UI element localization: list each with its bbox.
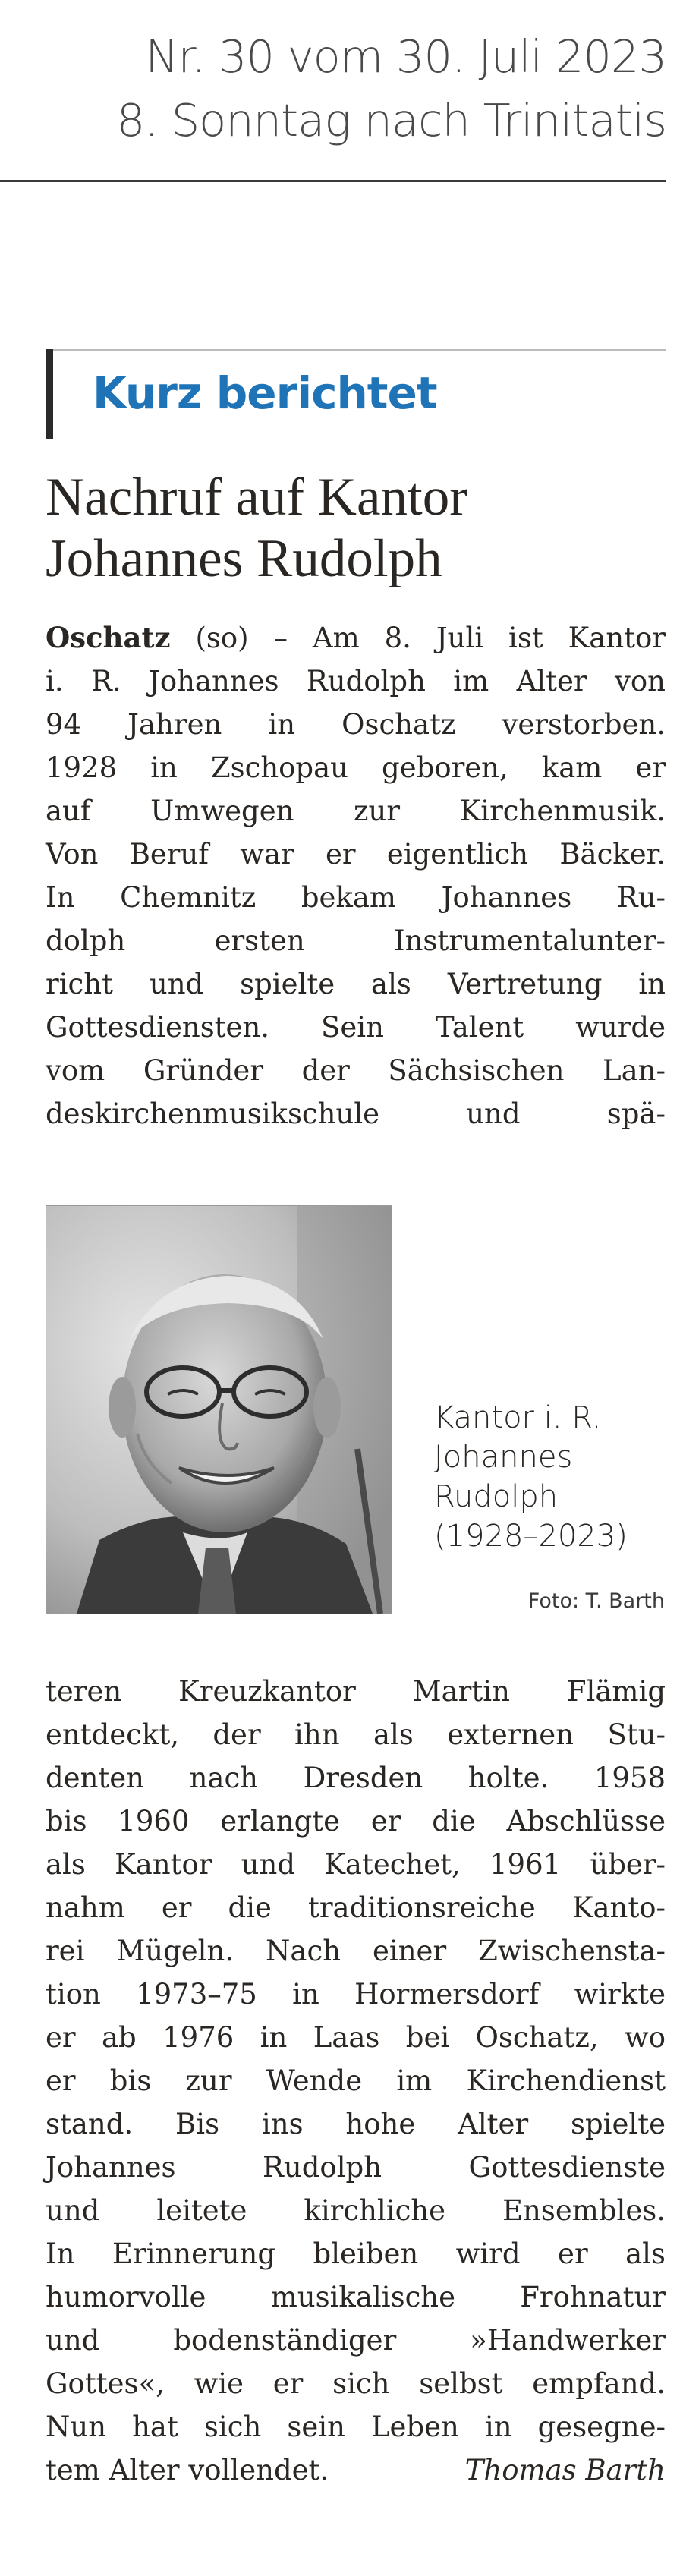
body-line: In Chemnitz bekam Johannes Ru- (46, 881, 666, 914)
body-line: und bodenständiger »Handwerker (46, 2324, 666, 2357)
section-rule (46, 349, 666, 351)
body-line: entdeckt, der ihn als externen Stu- (46, 1718, 666, 1751)
body-line: bis 1960 erlangte er die Abschlüsse (46, 1805, 666, 1838)
article-place: Oschatz (46, 621, 171, 654)
article-body-bottom (46, 1670, 666, 2492)
caption-line: Johannes (434, 1440, 573, 1475)
section-marker-bar (46, 349, 53, 439)
body-line: i. R. Johannes Rudolph im Alter von (46, 665, 666, 698)
body-line: 94 Jahren in Oschatz verstorben. (46, 708, 666, 741)
body-line: als Kantor und Katechet, 1961 über- (46, 1848, 666, 1881)
body-line: denten nach Dresden holte. 1958 (46, 1762, 666, 1794)
body-line: In Erinnerung bleiben wird er als (46, 2237, 666, 2270)
body-line (46, 616, 666, 660)
photo-caption (434, 1398, 628, 1556)
body-line: und leitete kirchliche Ensembles. (46, 2194, 666, 2227)
body-line: er ab 1976 in Laas bei Oschatz, wo (46, 2021, 666, 2054)
body-line: Gottesdiensten. Sein Talent wurde (46, 1011, 666, 1044)
body-line (46, 2448, 666, 2492)
body-line: auf Umwegen zur Kirchenmusik. (46, 795, 666, 827)
headline-line: Johannes Rudolph (46, 529, 442, 588)
body-line: teren Kreuzkantor Martin Flämig (46, 1675, 666, 1708)
body-line: nahm er die traditionsreiche Kanto- (46, 1891, 666, 1924)
body-line: tion 1973–75 in Hormersdorf wirkte (46, 1978, 666, 2011)
article-author: Thomas Barth (464, 2454, 666, 2486)
body-line: Von Beruf war er eigentlich Bäcker. (46, 838, 666, 871)
page-header (0, 0, 683, 182)
body-line: humorvolle musikalische Frohnatur (46, 2281, 666, 2313)
portrait-photo (46, 1205, 392, 1614)
caption-line: Kantor i. R. (434, 1400, 602, 1435)
article-headline (46, 467, 668, 590)
body-line-text: tem Alter vollendet. (46, 2454, 329, 2486)
body-line: Gottes«, wie er sich selbst empfand. (46, 2367, 666, 2400)
body-line: dolph ersten Instrumentalunter- (46, 924, 666, 957)
photo-credit: Foto: T. Barth (527, 1589, 665, 1613)
headline-line: Nachruf auf Kantor (46, 468, 467, 527)
body-line: richt und spielte als Vertretung in (46, 968, 666, 1000)
body-line-text: (so) – Am 8. Juli ist Kantor (170, 622, 666, 654)
body-line: 1928 in Zschopau geboren, kam er (46, 751, 666, 784)
sunday-line: 8. Sonntag nach Trinitatis (116, 94, 666, 146)
body-line: Johannes Rudolph Gottesdienste (46, 2151, 666, 2184)
section-label: Kurz berichtet (93, 367, 437, 419)
caption-line: (1928–2023) (434, 1519, 628, 1554)
portrait-illustration (46, 1206, 392, 1614)
body-line: rei Mügeln. Nach einer Zwischensta- (46, 1935, 666, 1967)
body-line: deskirchenmusikschule und spä- (46, 1097, 666, 1130)
body-line: Nun hat sich sein Leben in gesegne- (46, 2411, 666, 2443)
header-rule (0, 180, 666, 182)
body-line: vom Gründer der Sächsischen Lan- (46, 1054, 666, 1087)
body-line: stand. Bis ins hohe Alter spielte (46, 2108, 666, 2140)
article-body-top (46, 616, 666, 1135)
issue-line: Nr. 30 vom 30. Juli 2023 (145, 30, 666, 83)
caption-line: Rudolph (434, 1479, 559, 1514)
body-line: er bis zur Wende im Kirchendienst (46, 2064, 666, 2097)
